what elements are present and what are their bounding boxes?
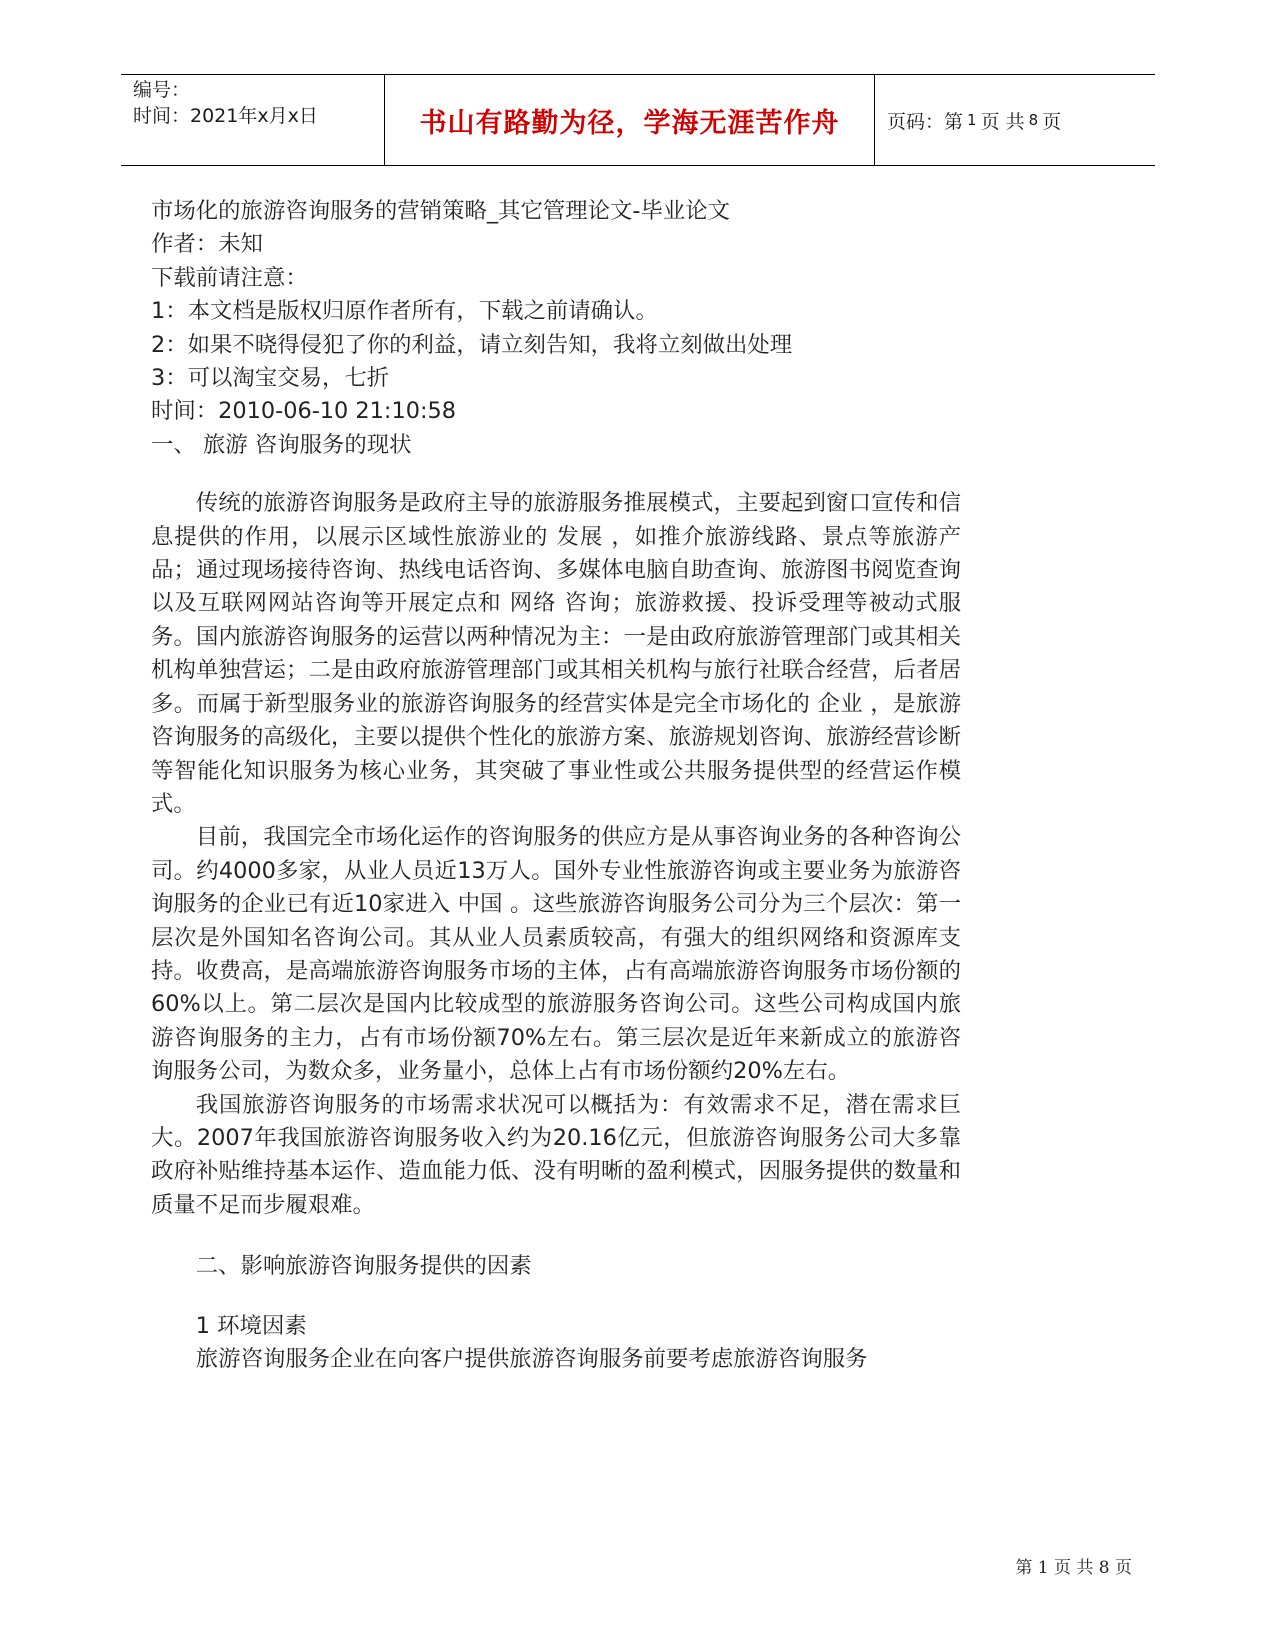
paragraph-2: 目前，我国完全市场化运作的咨询服务的供应方是从事咨询业务的各种咨询公司。约4000多家，从业人员近13万人。国外专业性旅游咨询或主要业务为旅游咨询服务的企业已有近10家进入 中国 。这些旅游咨询服务公司分为三个层次：第一层次是外国知名咨询公司。其从业人员素质较高，有强大的组织网络和资源库支持。收费高，是高端旅游咨询服务市场的主体，占有高端旅游咨询服务市场份额的60%以上。第二层次是国内比较成型的旅游服务咨询公司。这些公司构成国内旅游咨询服务的主力，占有市场份额70%左右。第三层次是近年来新成立的旅游咨询服务公司，为数众多，业务量小，总体上占有市场份额约20%左右。 [151,824,961,1085]
notice-item-2: 2：如果不晓得侵犯了你的利益，请立刻告知，我将立刻做出处理 [151,331,793,358]
page-label-suffix: 页 [1042,110,1062,133]
paragraph-4: 旅游咨询服务企业在向客户提供旅游咨询服务前要考虑旅游咨询服务 [195,1346,868,1372]
header-meta [121,75,385,165]
page-label-prefix: 页码：第 [887,110,964,133]
doc-number-label: 编号： [133,79,191,101]
doc-date-label: 时间：2021年x月x日 [133,105,318,127]
paragraph-3: 我国旅游咨询服务的市场需求状况可以概括为：有效需求不足，潜在需求巨大。2007年我国旅游咨询服务收入约为20.16亿元，但旅游咨询服务公司大多靠政府补贴维持基本运作、造血能力低、没有明晰的盈利模式，因服务提供的数量和质量不足而步履艰难。 [151,1091,961,1218]
notice-title: 下载前请注意： [151,264,308,291]
document-body [151,195,966,1376]
doc-author: 作者：未知 [151,231,263,258]
section-heading-2: 二、影响旅游咨询服务提供的因素 [195,1253,532,1280]
section-heading-1: 一、 旅游 咨询服务的现状 [151,431,412,458]
notice-item-1: 1：本文档是版权归原作者所有，下载之前请确认。 [151,298,658,325]
page-total: 8 [1028,111,1039,129]
doc-time: 时间：2010-06-10 21:10:58 [151,398,456,425]
doc-title: 市场化的旅游咨询服务的营销策略_其它管理论文-毕业论文 [151,198,731,224]
page-current: 1 [967,111,977,129]
header-motto [385,75,875,165]
page-header [121,74,1155,166]
page-label-mid: 页 共 [980,110,1025,133]
subsection-heading-1: 1 环境因素 [195,1312,307,1339]
notice-item-3: 3：可以淘宝交易，七折 [151,365,390,392]
page-footer: 第 1 页 共 8 页 [1015,1558,1132,1578]
motto-text: 书山有路勤为径，学海无涯苦作舟 [419,107,840,139]
paragraph-1: 传统的旅游咨询服务是政府主导的旅游服务推展模式，主要起到窗口宣传和信息提供的作用，以展示区域性旅游业的 发展 ，如推介旅游线路、景点等旅游产品；通过现场接待咨询、热线电话咨询、多媒体电脑自助查询、旅游图书阅览查询以及互联网网站咨询等开展定点和 网络 咨询；旅游救援、投诉受理等被动式服务。国内旅游咨询服务的运营以两种情况为主：一是由政府旅游管理部门或其相关机构单独营运；二是由政府旅游管理部门或其相关机构与旅行社联合经营，后者居多。而属于新型服务业的旅游咨询服务的经营实体是完全市场化的 企业 ，是旅游咨询服务的高级化，主要以提供个性化的旅游方案、旅游规划咨询、旅游经营诊断等智能化知识服务为核心业务，其突破了事业性或公共服务提供型的经营运作模式。 [151,490,961,817]
header-page-number [875,75,1155,165]
